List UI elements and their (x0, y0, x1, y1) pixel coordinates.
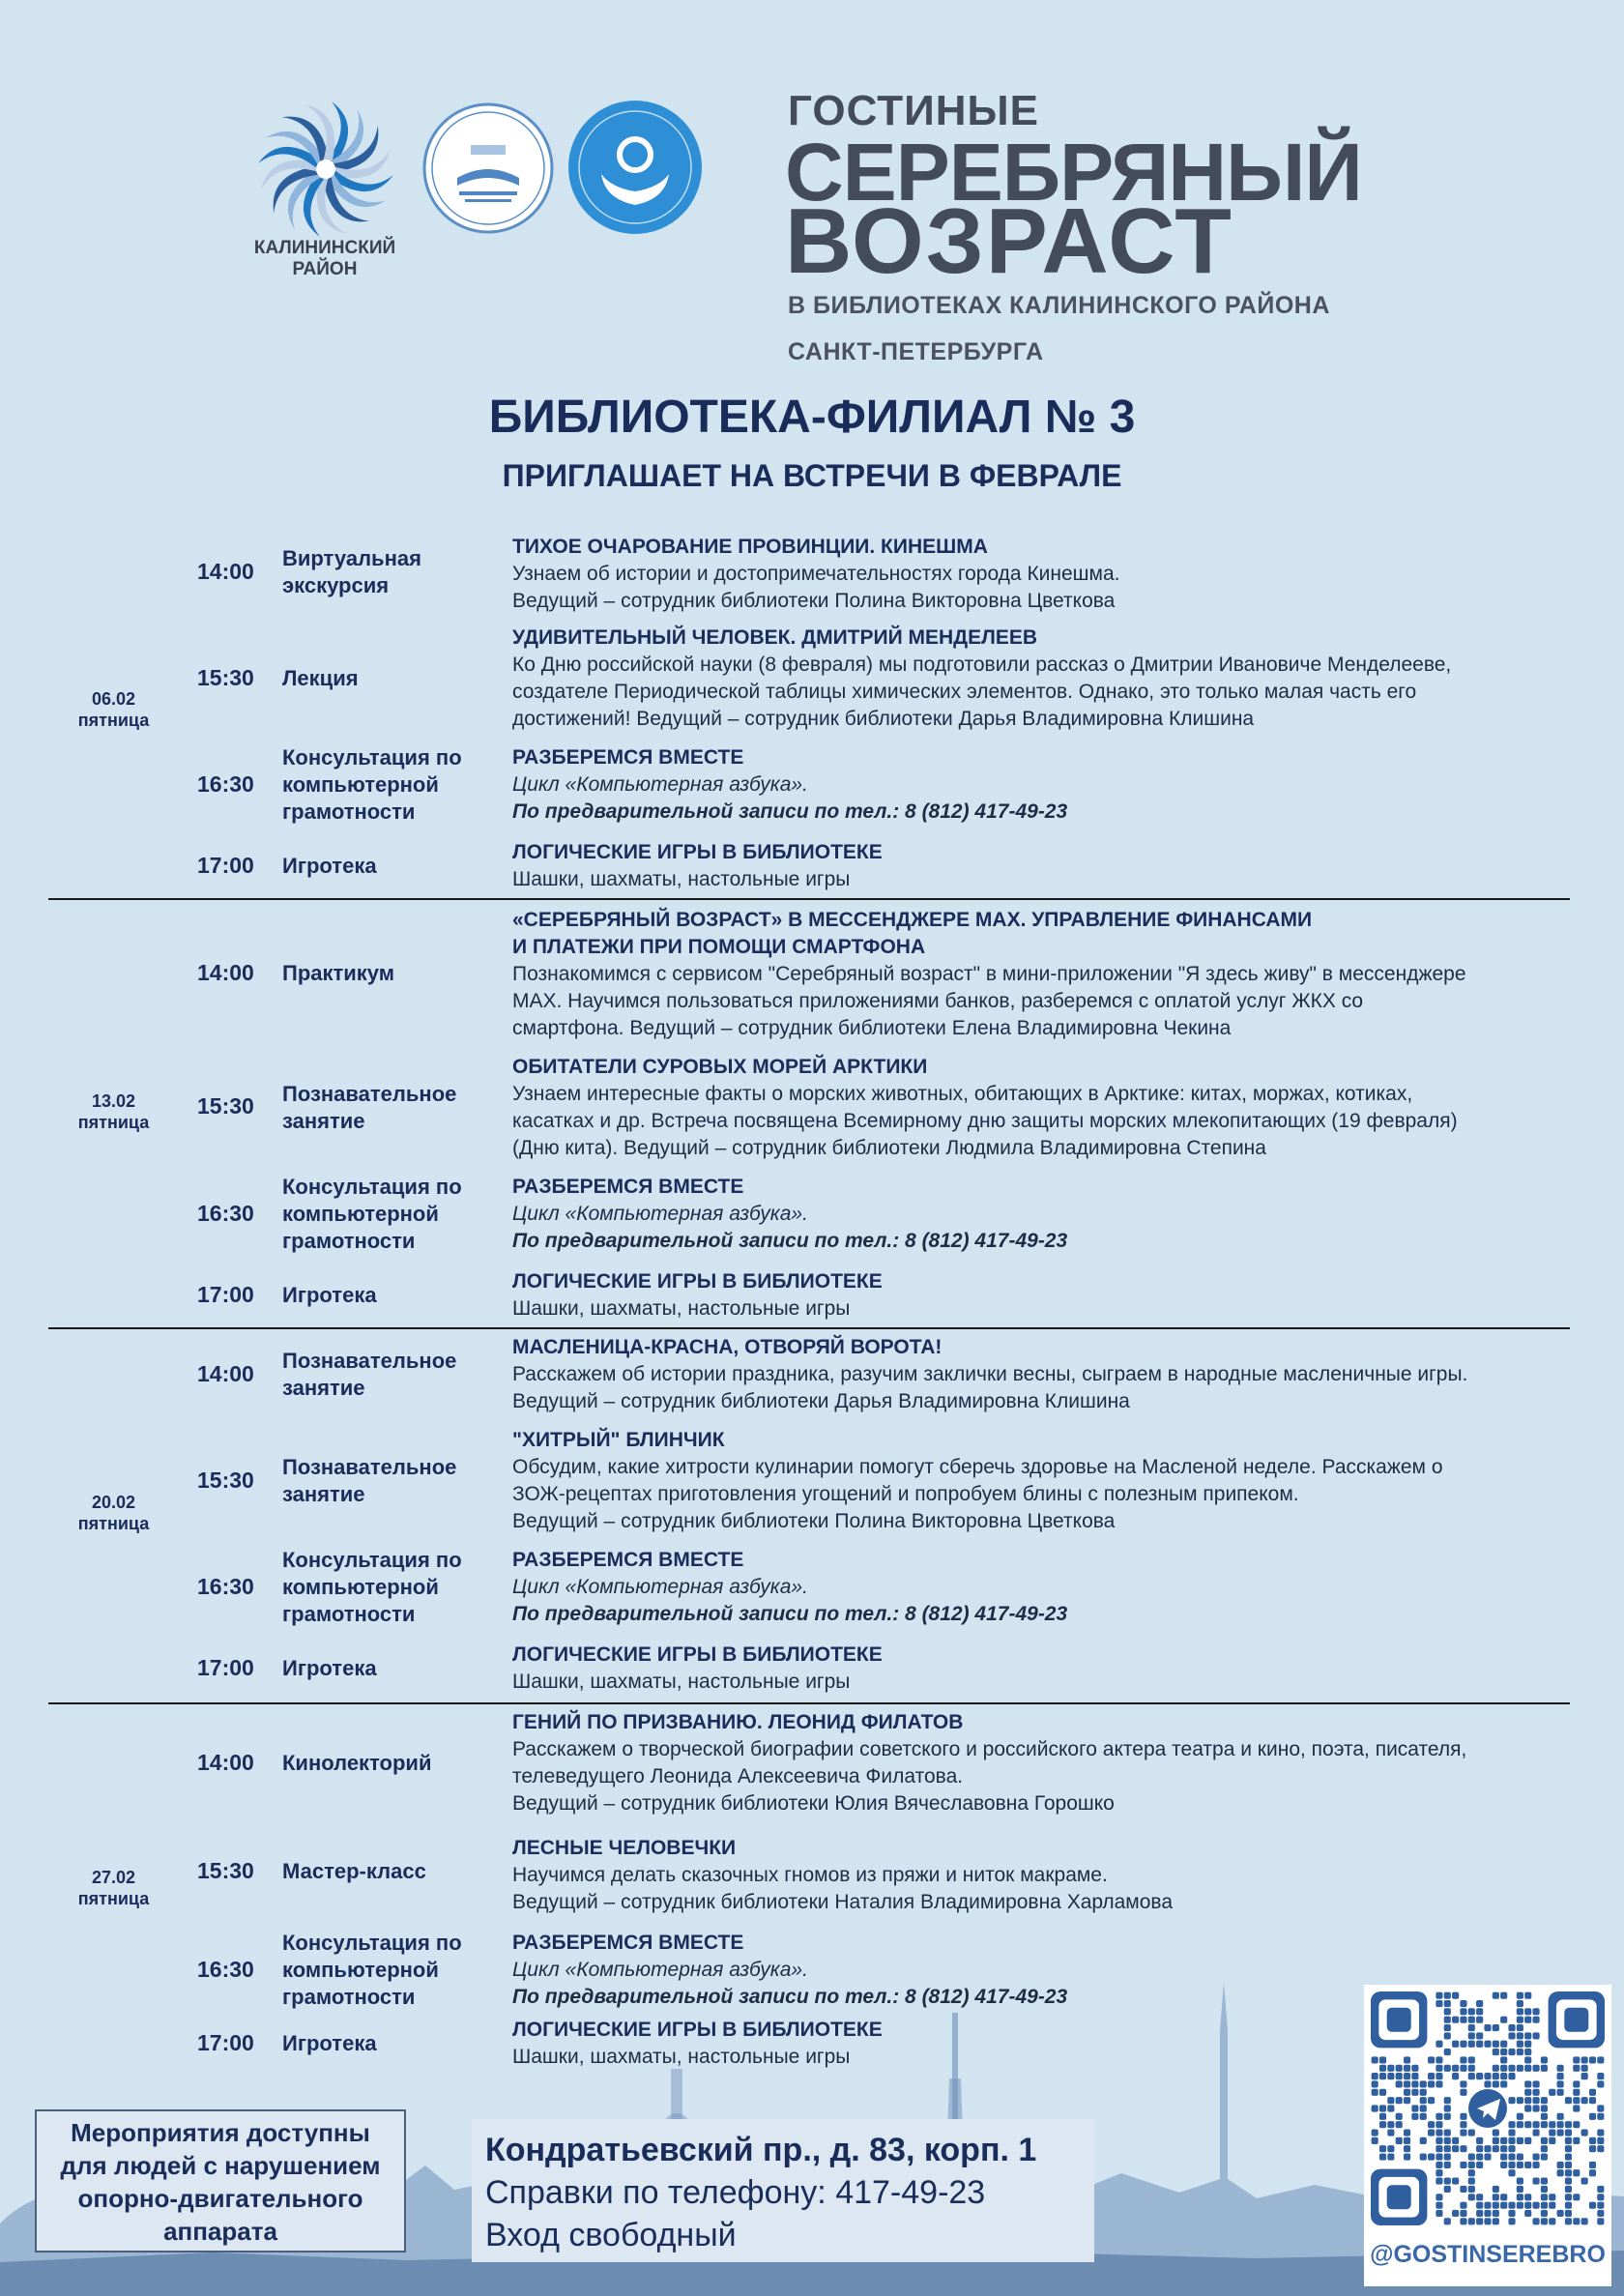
event-description (512, 1268, 1576, 1322)
event-type: Мастер-класс (282, 1859, 426, 1883)
telegram-handle[interactable]: @GOSTINSEREBRO (1370, 2241, 1606, 2268)
event-text: Обсудим, какие хитрости кулинарии помогут сберечь здоровье на Масленой неделе. Расскажем о (512, 1456, 1443, 1478)
event-time: 16:30 (197, 1957, 254, 1982)
event-description (512, 1427, 1576, 1535)
day-divider (48, 1702, 1570, 1704)
day-weekday: пятница (77, 1113, 150, 1132)
page-title: БИБЛИОТЕКА-ФИЛИАЛ № 3 (488, 392, 1136, 443)
event-time: 17:00 (197, 1655, 254, 1680)
event-series: Цикл «Компьютерная азбука». (512, 1959, 808, 1981)
event-text: касатках и др. Встреча посвящена Всемирному дню защиты морских млекопитающих (19 февраля) (512, 1110, 1458, 1132)
event-description (512, 1174, 1576, 1255)
event-description (512, 1709, 1576, 1817)
event-type: Консультация по компьютерной грамотности (282, 745, 462, 824)
event-title: ЛОГИЧЕСКИЕ ИГРЫ В БИБЛИОТЕКЕ (512, 1270, 883, 1293)
event-title: МАСЛЕНИЦА-КРАСНА, ОТВОРЯЙ ВОРОТА! (512, 1336, 942, 1358)
day-label (48, 1492, 179, 1534)
address-box (472, 2119, 1094, 2262)
event-text: Шашки, шахматы, настольные игры (512, 1671, 851, 1693)
event-description (512, 907, 1576, 1042)
event-time: 16:30 (197, 1201, 254, 1226)
event-description (512, 534, 1576, 615)
event-type: Игротека (282, 2031, 377, 2055)
hands-logo-icon (566, 99, 704, 236)
event-time: 17:00 (197, 853, 254, 878)
event-registration: По предварительной записи по тел.: 8 (812) 417-49-23 (512, 800, 1068, 823)
day-label (48, 688, 179, 731)
event-text: смартфона. Ведущий – сотрудник библиотеки Елена Владимировна Чекина (512, 1017, 1232, 1039)
event-text: Ведущий – сотрудник библиотеки Дарья Владимировна Клишина (512, 1390, 1130, 1412)
event-title: "ХИТРЫЙ" БЛИНЧИК (512, 1429, 725, 1451)
event-description (512, 744, 1576, 826)
event-text: Ко Дню российской науки (8 февраля) мы подготовили рассказ о Дмитрии Ивановиче Менделееве, (512, 654, 1452, 676)
event-type: Лекция (282, 666, 359, 690)
cbs-logo-icon (420, 101, 556, 236)
event-text: ЗОЖ-рецептах приготовления угощений и попробуем блины с полезным припеком. (512, 1483, 1299, 1505)
event-type: Виртуальная экскурсия (282, 546, 421, 597)
day-date: 20.02 (91, 1493, 136, 1512)
event-type: Консультация по компьютерной грамотности (282, 1931, 462, 2009)
event-description (512, 1642, 1576, 1696)
event-series: Цикл «Компьютерная азбука». (512, 1576, 808, 1598)
event-title: РАЗБЕРЕМСЯ ВМЕСТЕ (512, 1932, 744, 1954)
event-time: 15:30 (197, 665, 254, 690)
phone-line: Справки по телефону: 417-49-23 (485, 2174, 986, 2211)
event-title: РАЗБЕРЕМСЯ ВМЕСТЕ (512, 1549, 744, 1571)
event-description (512, 625, 1576, 733)
event-time: 14:00 (197, 559, 254, 584)
kalininsky-logo-label: КАЛИНИНСКИЙ РАЙОН (253, 238, 396, 279)
event-type: Консультация по компьютерной грамотности (282, 1548, 462, 1626)
qr-code-icon[interactable] (1371, 1991, 1605, 2225)
event-registration: По предварительной записи по тел.: 8 (812) 417-49-23 (512, 1230, 1068, 1252)
day-date: 13.02 (91, 1091, 136, 1111)
event-time: 15:30 (197, 1468, 254, 1493)
event-time: 16:30 (197, 1574, 254, 1599)
event-text: телеведущего Леонида Алексеевича Филатова. (512, 1765, 964, 1787)
event-text: Ведущий – сотрудник библиотеки Юлия Вячеславовна Горошко (512, 1792, 1115, 1815)
event-series: Цикл «Компьютерная азбука». (512, 773, 808, 796)
event-type: Познавательное занятие (282, 1082, 457, 1133)
event-type: Игротека (282, 1656, 377, 1680)
event-text: Шашки, шахматы, настольные игры (512, 1297, 851, 1320)
event-text: Шашки, шахматы, настольные игры (512, 868, 851, 890)
day-divider (48, 898, 1570, 900)
event-title: УДИВИТЕЛЬНЫЙ ЧЕЛОВЕК. ДМИТРИЙ МЕНДЕЛЕЕВ (512, 626, 1038, 649)
entry-line: Вход свободный (485, 2217, 737, 2253)
event-title: РАЗБЕРЕМСЯ ВМЕСТЕ (512, 746, 744, 769)
event-time: 15:30 (197, 1858, 254, 1883)
event-time: 15:30 (197, 1093, 254, 1119)
event-series: Цикл «Компьютерная азбука». (512, 1203, 808, 1225)
event-title: ЛОГИЧЕСКИЕ ИГРЫ В БИБЛИОТЕКЕ (512, 2019, 883, 2041)
event-registration: По предварительной записи по тел.: 8 (812) 417-49-23 (512, 1986, 1068, 2008)
day-date: 06.02 (91, 689, 136, 709)
day-weekday: пятница (77, 1889, 150, 1908)
address-line: Кондратьевский пр., д. 83, корп. 1 (485, 2132, 1037, 2168)
event-title: ЛЕСНЫЕ ЧЕЛОВЕЧКИ (512, 1837, 737, 1859)
event-type: Познавательное занятие (282, 1349, 457, 1400)
day-label (48, 1090, 179, 1133)
event-type: Познавательное занятие (282, 1455, 457, 1506)
day-weekday: пятница (77, 1514, 150, 1533)
event-description (512, 1334, 1576, 1415)
event-time: 14:00 (197, 960, 254, 985)
event-text: Узнаем интересные факты о морских животных, обитающих в Арктике: китах, моржах, котиках, (512, 1083, 1413, 1105)
brand-title-line-1: СЕРЕБРЯНЫЙ (785, 127, 1362, 218)
event-title: «СЕРЕБРЯНЫЙ ВОЗРАСТ» В МЕССЕНДЖЕРЕ MAX. УПРАВЛЕНИЕ ФИНАНСАМИ (512, 909, 1313, 931)
event-title: ТИХОЕ ОЧАРОВАНИЕ ПРОВИНЦИИ. КИНЕШМА (512, 536, 988, 558)
event-text: (Дню кита). Ведущий – сотрудник библиотеки Людмила Владимировна Степина (512, 1137, 1266, 1159)
event-registration: По предварительной записи по тел.: 8 (812) 417-49-23 (512, 1603, 1068, 1625)
brand-small-title: ГОСТИНЫЕ (788, 87, 1039, 134)
event-type: Практикум (282, 961, 395, 985)
event-type: Кинолекторий (282, 1751, 432, 1775)
event-type: Игротека (282, 854, 377, 878)
event-time: 17:00 (197, 2030, 254, 2055)
event-text: достижений! Ведущий – сотрудник библиотеки Дарья Владимировна Клишина (512, 708, 1255, 730)
event-description (512, 1547, 1576, 1628)
event-description (512, 839, 1576, 893)
event-text: Шашки, шахматы, настольные игры (512, 2046, 851, 2068)
event-title: ЛОГИЧЕСКИЕ ИГРЫ В БИБЛИОТЕКЕ (512, 1643, 883, 1666)
event-text: создателе Периодической таблицы химических элементов. Однако, это только малая часть его (512, 681, 1417, 703)
event-text: Ведущий – сотрудник библиотеки Наталия Владимировна Харламова (512, 1891, 1173, 1913)
day-weekday: пятница (77, 711, 150, 730)
event-type: Консультация по компьютерной грамотности (282, 1175, 462, 1253)
event-time: 14:00 (197, 1750, 254, 1775)
event-description (512, 1835, 1576, 1916)
brand-subtitle-1: В БИБЛИОТЕКАХ КАЛИНИНСКОГО РАЙОНА (788, 292, 1330, 319)
day-label (48, 1867, 179, 1909)
event-time: 17:00 (197, 1282, 254, 1307)
event-text: Научимся делать сказочных гномов из пряжи и ниток макраме. (512, 1864, 1108, 1886)
event-time: 16:30 (197, 771, 254, 797)
day-divider (48, 1327, 1570, 1329)
event-text: Познакомимся с сервисом "Серебряный возраст" в мини-приложении "Я здесь живу" в мессенджере (512, 963, 1466, 985)
event-text: Ведущий – сотрудник библиотеки Полина Викторовна Цветкова (512, 590, 1116, 612)
event-title: РАЗБЕРЕМСЯ ВМЕСТЕ (512, 1176, 744, 1198)
event-description (512, 1054, 1576, 1162)
day-date: 27.02 (91, 1868, 136, 1887)
event-title: ОБИТАТЕЛИ СУРОВЫХ МОРЕЙ АРКТИКИ (512, 1056, 928, 1078)
event-text: MAX. Научимся пользоваться приложениями банков, разберемся с оплатой услуг ЖКХ со (512, 990, 1364, 1012)
brand-title-line-2: ВОЗРАСТ (785, 189, 1233, 293)
page-subtitle: ПРИГЛАШАЕТ НА ВСТРЕЧИ В ФЕВРАЛЕ (502, 458, 1122, 493)
event-title: ЛОГИЧЕСКИЕ ИГРЫ В БИБЛИОТЕКЕ (512, 841, 883, 863)
event-text: Расскажем о творческой биографии советского и российского актера театра и кино, поэта, писателя, (512, 1738, 1467, 1760)
kalininsky-logo-icon (253, 97, 398, 242)
event-time: 14:00 (197, 1361, 254, 1386)
event-type: Игротека (282, 1283, 377, 1307)
accessibility-notice: Мероприятия доступны для людей с нарушением опорно-двигательного аппарата (35, 2109, 406, 2252)
event-title: ГЕНИЙ ПО ПРИЗВАНИЮ. ЛЕОНИД ФИЛАТОВ (512, 1711, 964, 1733)
event-text: Расскажем об истории праздника, разучим заклички весны, сыграем в народные масленичные игры. (512, 1363, 1468, 1385)
event-text: Ведущий – сотрудник библиотеки Полина Викторовна Цветкова (512, 1510, 1116, 1532)
event-title-continued: И ПЛАТЕЖИ ПРИ ПОМОЩИ СМАРТФОНА (512, 936, 926, 958)
event-text: Узнаем об истории и достопримечательностях города Кинешма. (512, 563, 1120, 585)
brand-subtitle-2: САНКТ-ПЕТЕРБУРГА (788, 338, 1044, 365)
